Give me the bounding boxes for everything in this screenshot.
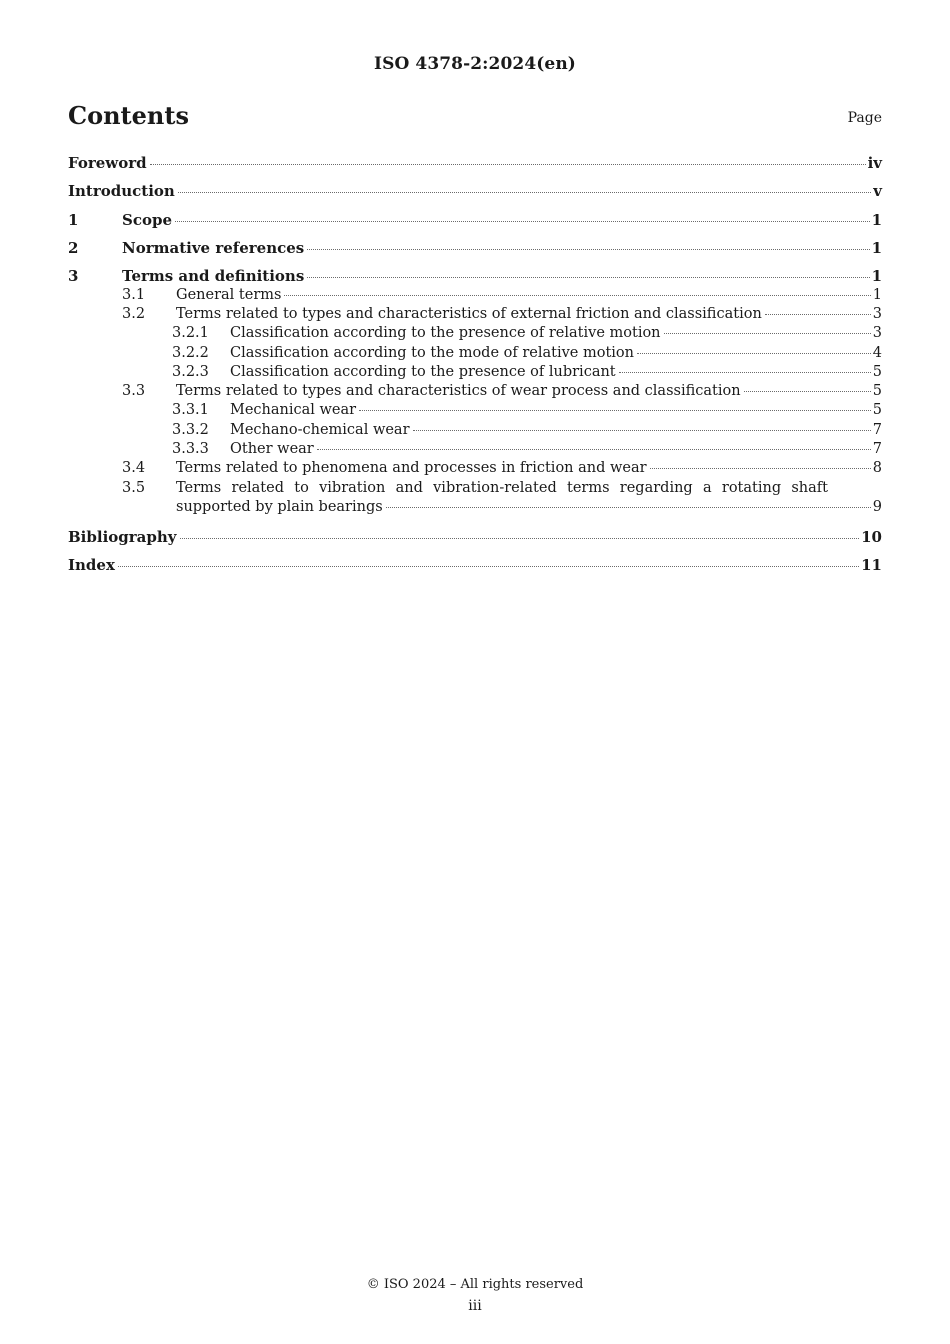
toc-entry-3-1[interactable] <box>68 287 882 303</box>
toc-entry-3-3-3[interactable] <box>68 441 882 457</box>
toc-entry-title: Terms related to phenomena and processes in friction and wear <box>176 460 647 476</box>
toc-entry-page: 7 <box>872 441 882 457</box>
toc-entry-page: 7 <box>872 422 882 438</box>
toc-entry-foreword[interactable] <box>68 154 882 172</box>
toc-entry-number: 3 <box>68 267 79 285</box>
toc-entry-title: Mechanical wear <box>230 402 357 418</box>
toc-entry-3-5[interactable] <box>68 480 882 496</box>
toc-entry-index[interactable] <box>68 556 882 574</box>
dot-leader <box>619 372 871 373</box>
toc-entry-number: 2 <box>68 239 79 257</box>
toc-entry-page: 1 <box>871 267 882 285</box>
toc-entry-page: 1 <box>871 211 882 229</box>
toc-entry-page: 8 <box>872 460 882 476</box>
document-id-header: ISO 4378-2:2024(en) <box>374 54 576 74</box>
dot-leader <box>744 391 871 392</box>
toc-entry-title: Normative references <box>122 239 305 257</box>
dot-leader <box>386 507 871 508</box>
dot-leader <box>180 538 860 539</box>
dot-leader <box>307 249 869 250</box>
dot-leader <box>178 192 871 193</box>
toc-entry-title: Classification according to the presence of lubricant <box>230 364 616 380</box>
toc-entry-title: Introduction <box>68 182 175 200</box>
toc-entry-3-2-3[interactable] <box>68 364 882 380</box>
toc-entry-title: Scope <box>122 211 173 229</box>
toc-entry-number: 3.2.1 <box>172 325 209 341</box>
toc-entry-title: Terms and definitions <box>122 267 305 285</box>
page-column-label: Page <box>847 110 882 126</box>
toc-entry-number: 3.4 <box>122 460 146 476</box>
toc-entry-page: iv <box>867 154 882 172</box>
toc-entry-page: 4 <box>872 345 882 361</box>
toc-entry-number: 3.2.2 <box>172 345 209 361</box>
toc-entry-title: Terms related to vibration and vibration-related terms regarding a rotating shaft <box>176 480 828 496</box>
toc-entry-3-2[interactable] <box>68 306 882 322</box>
toc-entry-terms-and-definitions[interactable] <box>68 267 882 285</box>
toc-entry-page: 1 <box>871 239 882 257</box>
toc-entry-number: 3.2 <box>122 306 146 322</box>
toc-entry-title: Bibliography <box>68 528 177 546</box>
toc-entry-number: 3.3 <box>122 383 146 399</box>
contents-heading: Contents <box>68 101 189 130</box>
toc-entry-3-3[interactable] <box>68 383 882 399</box>
toc-entry-page: 1 <box>872 287 882 303</box>
toc-entry-3-2-2[interactable] <box>68 345 882 361</box>
toc-entry-number: 3.3.1 <box>172 402 209 418</box>
page-number: iii <box>468 1298 482 1314</box>
toc-entry-scope[interactable] <box>68 211 882 229</box>
toc-entry-number: 3.1 <box>122 287 146 303</box>
toc-entry-title: Index <box>68 556 115 574</box>
toc-entry-title: Terms related to types and characteristics of wear process and classification <box>176 383 741 399</box>
dot-leader <box>765 314 871 315</box>
dot-leader <box>359 410 871 411</box>
toc-entry-number: 3.3.2 <box>172 422 209 438</box>
toc-entry-page: 5 <box>872 364 882 380</box>
toc-entry-page: 9 <box>872 499 882 515</box>
dot-leader <box>284 295 870 296</box>
toc-entry-page: 10 <box>861 528 882 546</box>
copyright-notice: © ISO 2024 – All rights reserved <box>366 1277 584 1292</box>
toc-entry-title: Classification according to the presence of relative motion <box>230 325 661 341</box>
toc-entry-page: v <box>873 182 882 200</box>
toc-entry-introduction[interactable] <box>68 182 882 200</box>
dot-leader <box>637 353 871 354</box>
toc-entry-title: General terms <box>176 287 282 303</box>
dot-leader <box>413 430 871 431</box>
toc-entry-3-4[interactable] <box>68 460 882 476</box>
toc-entry-bibliography[interactable] <box>68 528 882 546</box>
toc-entry-page: 5 <box>872 402 882 418</box>
toc-entry-title-continued: supported by plain bearings <box>176 499 383 515</box>
toc-entry-number: 1 <box>68 211 79 229</box>
dot-leader <box>650 468 871 469</box>
toc-entry-number: 3.3.3 <box>172 441 209 457</box>
toc-entry-page: 11 <box>861 556 882 574</box>
toc-entry-3-2-1[interactable] <box>68 325 882 341</box>
toc-entry-normative-references[interactable] <box>68 239 882 257</box>
toc-entry-title: Mechano-chemical wear <box>230 422 410 438</box>
toc-entry-page: 3 <box>872 306 882 322</box>
dot-leader <box>118 566 859 567</box>
toc-entry-3-5-continuation[interactable] <box>68 499 882 515</box>
toc-entry-number: 3.5 <box>122 480 146 496</box>
dot-leader <box>175 221 870 222</box>
dot-leader <box>307 277 869 278</box>
toc-entry-title: Foreword <box>68 154 147 172</box>
table-of-contents <box>68 0 882 600</box>
toc-entry-3-3-2[interactable] <box>68 422 882 438</box>
toc-entry-number: 3.2.3 <box>172 364 209 380</box>
toc-entry-title: Terms related to types and characteristics of external friction and classification <box>176 306 762 322</box>
toc-entry-3-3-1[interactable] <box>68 402 882 418</box>
dot-leader <box>317 449 871 450</box>
toc-entry-page: 3 <box>872 325 882 341</box>
toc-entry-page: 5 <box>872 383 882 399</box>
toc-entry-title: Classification according to the mode of relative motion <box>230 345 635 361</box>
toc-entry-title: Other wear <box>230 441 314 457</box>
dot-leader <box>664 333 871 334</box>
dot-leader <box>150 164 866 165</box>
